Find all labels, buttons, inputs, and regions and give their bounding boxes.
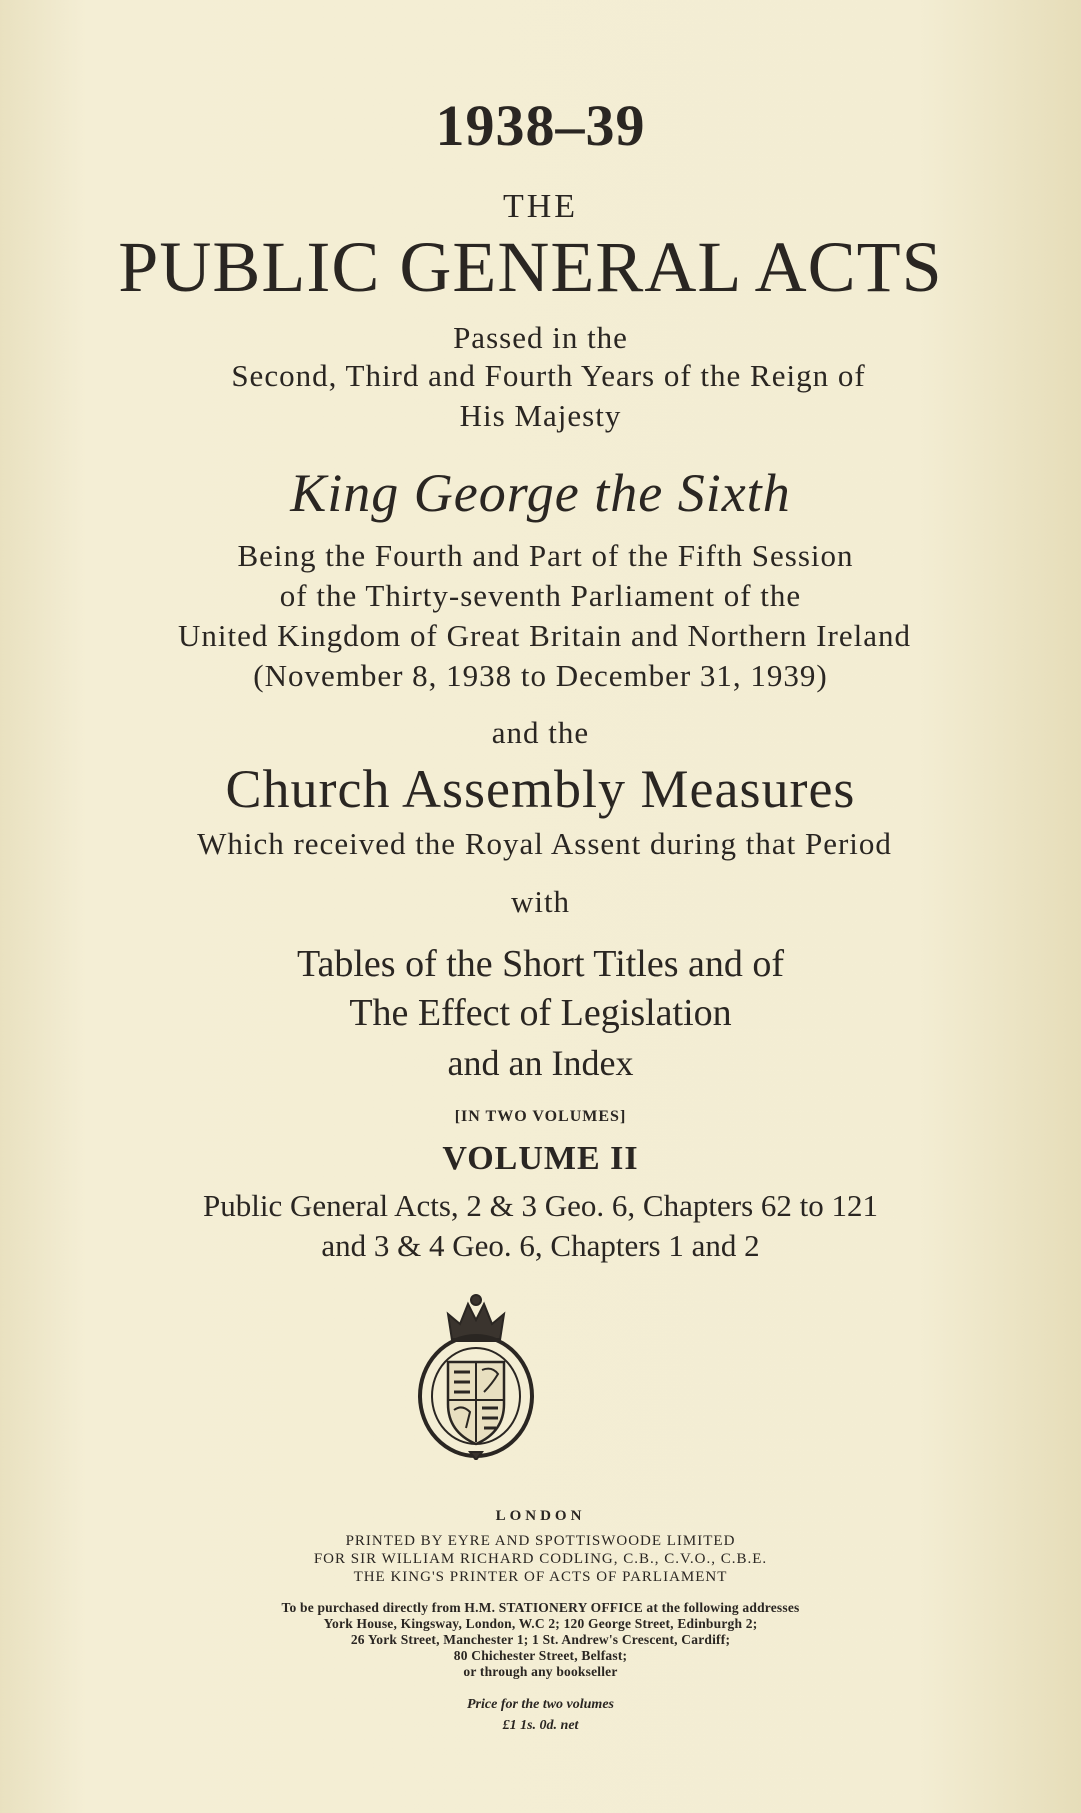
church-title: Church Assembly Measures [225,759,856,819]
printer-line-2: FOR SIR WILLIAM RICHARD CODLING, C.B., C.V.O., C.B.E. [313,1551,768,1567]
contents-line-1: Public General Acts, 2 & 3 Geo. 6, Chapters 62 to 121 [202,1188,878,1223]
tables-line-1: Tables of the Short Titles and of [296,943,785,985]
contents-line-2: and 3 & 4 Geo. 6, Chapters 1 and 2 [321,1228,760,1263]
purchase-line-5: or through any bookseller [463,1664,618,1679]
session-line-4: (November 8, 1938 to December 31, 1939) [253,658,828,693]
purchase-line-1: To be purchased directly from H.M. STATIONERY OFFICE at the following addresses [281,1600,800,1615]
two-volumes-note: [IN TWO VOLUMES] [454,1108,627,1125]
with-line: with [510,884,571,919]
session-line-3: United Kingdom of Great Britain and Northern Ireland [178,618,911,653]
session-line-1: Being the Fourth and Part of the Fifth Session [237,538,854,573]
tables-line-3: and an Index [447,1043,634,1083]
imprint-city: LONDON [495,1508,586,1524]
and-the-line: and the [491,715,590,750]
passed-line-2: Second, Third and Fourth Years of the Reign of [231,358,866,393]
price-value: £1 1s. 0d. net [502,1718,579,1733]
royal-coat-of-arms-icon [412,1292,540,1460]
printer-line-1: PRINTED BY EYRE AND SPOTTISWOODE LIMITED [345,1533,736,1549]
price-label: Price for the two volumes [467,1697,614,1712]
purchase-line-4: 80 Chichester Street, Belfast; [453,1648,628,1663]
main-title: PUBLIC GENERAL ACTS [118,227,943,307]
king-name: King George the Sixth [290,463,791,523]
the-heading: THE [502,188,579,225]
passed-line-3: His Majesty [459,398,622,433]
printer-line-3: THE KING'S PRINTER OF ACTS OF PARLIAMENT [353,1569,728,1585]
purchase-line-2: York House, Kingsway, London, W.C 2; 120 George Street, Edinburgh 2; [323,1616,758,1631]
purchase-line-3: 26 York Street, Manchester 1; 1 St. Andrew's Crescent, Cardiff; [350,1632,731,1647]
tables-line-2: The Effect of Legislation [349,992,732,1034]
passed-line-1: Passed in the [453,320,628,355]
royal-assent-line: Which received the Royal Assent during that Period [197,826,892,861]
year-heading: 1938–39 [435,93,646,158]
session-line-2: of the Thirty-seventh Parliament of the [279,578,802,613]
volume-heading: VOLUME II [442,1140,639,1177]
